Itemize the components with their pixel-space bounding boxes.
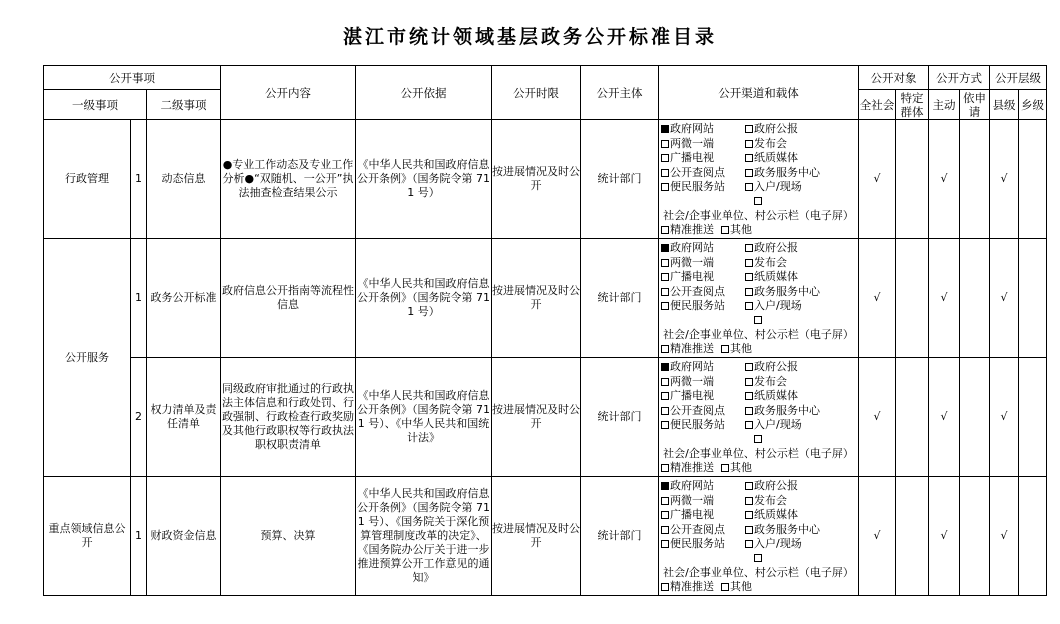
channel-reading-point: 公开查阅点 xyxy=(670,522,725,536)
header-method-request: 依申请 xyxy=(960,90,990,120)
standard-catalog-table xyxy=(43,65,1047,596)
empty-box-icon xyxy=(661,183,669,191)
channel-cell xyxy=(659,239,859,358)
empty-box-icon xyxy=(745,288,753,296)
channel-paper: 纸质媒体 xyxy=(754,389,798,403)
channel-paper: 纸质媒体 xyxy=(754,508,798,522)
basis-cell: 《中华人民共和国政府信息公开条例》（国务院令第 711 号）、《中华人民共和国统计法》 xyxy=(356,358,492,477)
header-method-active: 主动 xyxy=(929,90,960,120)
channel-list xyxy=(659,239,858,356)
channel-other: 其他 xyxy=(730,580,752,594)
empty-cell xyxy=(1019,239,1047,358)
empty-box-icon xyxy=(745,526,753,534)
empty-box-icon xyxy=(745,169,753,177)
empty-cell xyxy=(1019,358,1047,477)
header-subject: 公开主体 xyxy=(581,66,659,120)
channel-service-center: 政务服务中心 xyxy=(754,284,820,298)
channel-radio-tv: 广播电视 xyxy=(670,508,714,522)
channel-bulletin: 社会/企事业单位、村公示栏（电子屏） xyxy=(663,565,854,579)
channel-gazette: 政府公报 xyxy=(754,241,798,255)
channel-bulletin: 社会/企事业单位、村公示栏（电子屏） xyxy=(663,327,854,341)
empty-box-icon xyxy=(661,154,669,162)
check-mark: √ xyxy=(929,120,960,239)
empty-box-icon xyxy=(721,583,729,591)
empty-cell xyxy=(960,358,990,477)
channel-wechat: 两微一端 xyxy=(670,136,714,150)
header-row-1 xyxy=(44,66,1047,90)
empty-box-icon xyxy=(661,497,669,505)
header-time: 公开时限 xyxy=(492,66,581,120)
channel-service-center: 政务服务中心 xyxy=(754,165,820,179)
channel-service-station: 便民服务站 xyxy=(670,417,725,431)
check-mark: √ xyxy=(859,120,896,239)
empty-box-icon xyxy=(745,421,753,429)
channel-bulletin: 社会/企事业单位、村公示栏（电子屏） xyxy=(663,446,854,460)
basis-cell: 《中华人民共和国政府信息公开条例》（国务院令第 711 号） xyxy=(356,120,492,239)
channel-door: 入户/现场 xyxy=(754,536,802,550)
channel-press: 发布会 xyxy=(754,255,787,269)
empty-box-icon xyxy=(661,407,669,415)
content-cell: 预算、决算 xyxy=(221,477,356,596)
empty-box-icon xyxy=(661,583,669,591)
subject-cell: 统计部门 xyxy=(581,239,659,358)
empty-box-icon xyxy=(661,540,669,548)
header-content: 公开内容 xyxy=(221,66,356,120)
channel-door: 入户/现场 xyxy=(754,179,802,193)
channel-press: 发布会 xyxy=(754,493,787,507)
channel-door: 入户/现场 xyxy=(754,417,802,431)
empty-cell xyxy=(896,477,929,596)
channel-other: 其他 xyxy=(730,461,752,475)
empty-box-icon xyxy=(745,140,753,148)
empty-box-icon xyxy=(745,183,753,191)
channel-cell xyxy=(659,477,859,596)
check-mark: √ xyxy=(929,358,960,477)
check-mark: √ xyxy=(990,477,1019,596)
check-mark: √ xyxy=(929,239,960,358)
empty-cell xyxy=(896,358,929,477)
channel-press: 发布会 xyxy=(754,136,787,150)
empty-box-icon xyxy=(745,392,753,400)
channel-wechat: 两微一端 xyxy=(670,255,714,269)
channel-precise-push: 精准推送 xyxy=(670,342,714,356)
basis-cell: 《中华人民共和国政府信息公开条例》（国务院令第 711 号） xyxy=(356,239,492,358)
empty-box-icon xyxy=(661,526,669,534)
empty-box-icon xyxy=(721,226,729,234)
empty-box-icon xyxy=(745,273,753,281)
header-level: 公开层级 xyxy=(990,66,1047,90)
channel-radio-tv: 广播电视 xyxy=(670,389,714,403)
time-cell: 按进展情况及时公开 xyxy=(492,120,581,239)
level2-cell: 动态信息 xyxy=(147,120,221,239)
channel-wechat: 两微一端 xyxy=(670,374,714,388)
header-audience-all: 全社会 xyxy=(859,90,896,120)
header-level-county: 县级 xyxy=(990,90,1019,120)
channel-service-station: 便民服务站 xyxy=(670,298,725,312)
empty-box-icon xyxy=(661,421,669,429)
header-audience-specific: 特定群体 xyxy=(896,90,929,120)
channel-service-center: 政务服务中心 xyxy=(754,522,820,536)
checked-box-icon xyxy=(661,482,669,490)
page-title: 湛江市统计领域基层政务公开标准目录 xyxy=(342,26,717,48)
empty-cell xyxy=(1019,120,1047,239)
empty-box-icon xyxy=(745,154,753,162)
channel-gazette: 政府公报 xyxy=(754,122,798,136)
empty-box-icon xyxy=(754,316,762,324)
header-level-township: 乡级 xyxy=(1019,90,1047,120)
content-cell: ●专业工作动态及专业工作分析●“双随机、一公开”执法抽查检查结果公示 xyxy=(221,120,356,239)
channel-door: 入户/现场 xyxy=(754,298,802,312)
channel-reading-point: 公开查阅点 xyxy=(670,403,725,417)
empty-box-icon xyxy=(661,345,669,353)
table-row xyxy=(44,239,1047,358)
channel-gov-site: 政府网站 xyxy=(670,479,714,493)
channel-radio-tv: 广播电视 xyxy=(670,270,714,284)
empty-box-icon xyxy=(661,392,669,400)
empty-box-icon xyxy=(661,288,669,296)
channel-gov-site: 政府网站 xyxy=(670,360,714,374)
channel-paper: 纸质媒体 xyxy=(754,270,798,284)
channel-reading-point: 公开查阅点 xyxy=(670,165,725,179)
subject-cell: 统计部门 xyxy=(581,477,659,596)
channel-radio-tv: 广播电视 xyxy=(670,151,714,165)
level2-cell: 政务公开标准 xyxy=(147,239,221,358)
channel-precise-push: 精准推送 xyxy=(670,461,714,475)
channel-service-center: 政务服务中心 xyxy=(754,403,820,417)
empty-box-icon xyxy=(721,464,729,472)
empty-box-icon xyxy=(661,226,669,234)
empty-cell xyxy=(896,120,929,239)
empty-cell xyxy=(896,239,929,358)
empty-cell xyxy=(960,477,990,596)
time-cell: 按进展情况及时公开 xyxy=(492,358,581,477)
header-channel: 公开渠道和载体 xyxy=(659,66,859,120)
content-cell: 政府信息公开指南等流程性信息 xyxy=(221,239,356,358)
empty-cell xyxy=(960,239,990,358)
channel-reading-point: 公开查阅点 xyxy=(670,284,725,298)
empty-box-icon xyxy=(745,378,753,386)
header-matter: 公开事项 xyxy=(44,66,221,90)
channel-service-station: 便民服务站 xyxy=(670,536,725,550)
empty-box-icon xyxy=(661,302,669,310)
checked-box-icon xyxy=(661,244,669,252)
check-mark: √ xyxy=(859,239,896,358)
channel-service-station: 便民服务站 xyxy=(670,179,725,193)
channel-cell xyxy=(659,358,859,477)
check-mark: √ xyxy=(990,358,1019,477)
empty-box-icon xyxy=(745,363,753,371)
level2-cell: 权力清单及责任清单 xyxy=(147,358,221,477)
empty-cell xyxy=(960,120,990,239)
empty-box-icon xyxy=(745,259,753,267)
empty-box-icon xyxy=(661,273,669,281)
empty-box-icon xyxy=(745,540,753,548)
check-mark: √ xyxy=(859,477,896,596)
empty-box-icon xyxy=(745,407,753,415)
checked-box-icon xyxy=(661,363,669,371)
table-row xyxy=(44,477,1047,596)
table-row xyxy=(44,358,1047,477)
time-cell: 按进展情况及时公开 xyxy=(492,239,581,358)
channel-list xyxy=(659,120,858,237)
index-cell: 1 xyxy=(131,239,147,358)
empty-box-icon xyxy=(661,259,669,267)
empty-box-icon xyxy=(745,302,753,310)
channel-paper: 纸质媒体 xyxy=(754,151,798,165)
empty-box-icon xyxy=(745,244,753,252)
channel-gov-site: 政府网站 xyxy=(670,122,714,136)
header-level1: 一级事项 xyxy=(44,90,147,120)
check-mark: √ xyxy=(990,239,1019,358)
checked-box-icon xyxy=(661,125,669,133)
header-audience: 公开对象 xyxy=(859,66,929,90)
empty-box-icon xyxy=(754,554,762,562)
empty-box-icon xyxy=(721,345,729,353)
time-cell: 按进展情况及时公开 xyxy=(492,477,581,596)
table-row xyxy=(44,120,1047,239)
empty-box-icon xyxy=(661,511,669,519)
empty-cell xyxy=(1019,477,1047,596)
empty-box-icon xyxy=(661,464,669,472)
channel-gazette: 政府公报 xyxy=(754,360,798,374)
channel-list xyxy=(659,477,858,594)
header-method: 公开方式 xyxy=(929,66,990,90)
subject-cell: 统计部门 xyxy=(581,358,659,477)
channel-other: 其他 xyxy=(730,342,752,356)
channel-gazette: 政府公报 xyxy=(754,479,798,493)
content-cell: 同级政府审批通过的行政执法主体信息和行政处罚、行政强制、行政检查行政奖励及其他行政职权等行政执法职权职责清单 xyxy=(221,358,356,477)
channel-precise-push: 精准推送 xyxy=(670,580,714,594)
level1-cell: 行政管理 xyxy=(44,120,131,239)
level2-cell: 财政资金信息 xyxy=(147,477,221,596)
check-mark: √ xyxy=(929,477,960,596)
empty-box-icon xyxy=(754,197,762,205)
level1-cell: 公开服务 xyxy=(44,239,131,477)
channel-cell xyxy=(659,120,859,239)
channel-precise-push: 精准推送 xyxy=(670,223,714,237)
empty-box-icon xyxy=(745,511,753,519)
channel-press: 发布会 xyxy=(754,374,787,388)
level1-cell: 重点领域信息公开 xyxy=(44,477,131,596)
empty-box-icon xyxy=(745,125,753,133)
empty-box-icon xyxy=(754,435,762,443)
check-mark: √ xyxy=(859,358,896,477)
channel-gov-site: 政府网站 xyxy=(670,241,714,255)
index-cell: 1 xyxy=(131,477,147,596)
empty-box-icon xyxy=(661,140,669,148)
channel-list xyxy=(659,358,858,475)
basis-cell: 《中华人民共和国政府信息公开条例》（国务院令第 711 号）、《国务院关于深化预算管理制度改革的决定》、《国务院办公厅关于进一步推进预算公开工作意见的通知》 xyxy=(356,477,492,596)
check-mark: √ xyxy=(990,120,1019,239)
empty-box-icon xyxy=(745,482,753,490)
empty-box-icon xyxy=(661,378,669,386)
empty-box-icon xyxy=(745,497,753,505)
index-cell: 1 xyxy=(131,120,147,239)
index-cell: 2 xyxy=(131,358,147,477)
empty-box-icon xyxy=(661,169,669,177)
subject-cell: 统计部门 xyxy=(581,120,659,239)
channel-bulletin: 社会/企事业单位、村公示栏（电子屏） xyxy=(663,208,854,222)
channel-other: 其他 xyxy=(730,223,752,237)
channel-wechat: 两微一端 xyxy=(670,493,714,507)
header-basis: 公开依据 xyxy=(356,66,492,120)
header-level2: 二级事项 xyxy=(147,90,221,120)
